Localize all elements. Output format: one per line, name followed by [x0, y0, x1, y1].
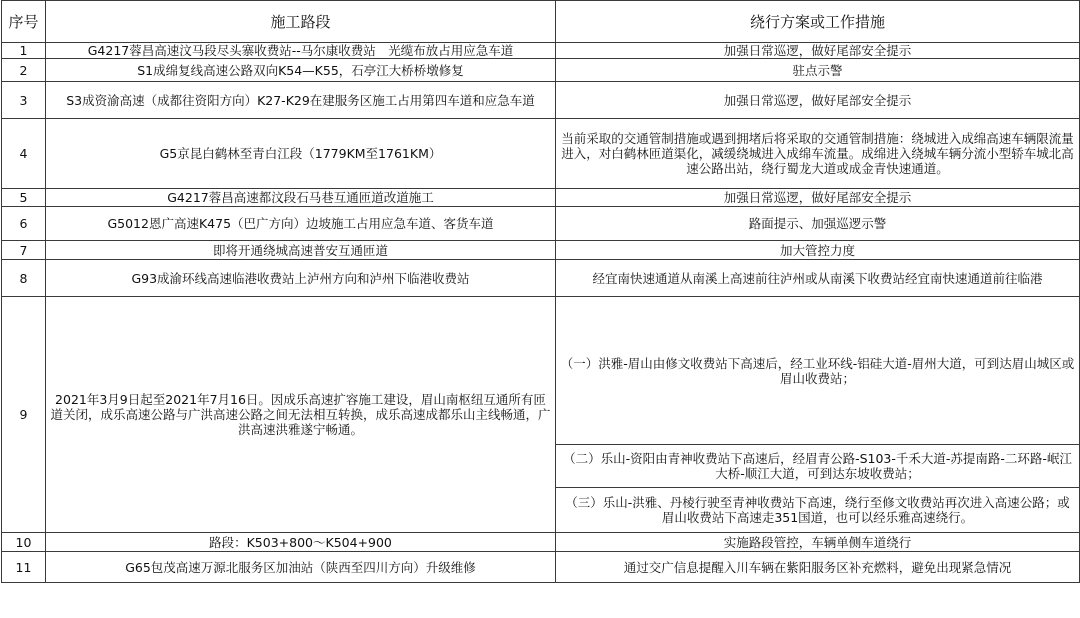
- table-row: [2, 119, 1080, 189]
- row-road: S1成绵复线高速公路双向K54—K55，石亭江大桥桥墩修复: [46, 59, 556, 82]
- row-no: 4: [2, 119, 46, 189]
- row-plan: 加大管控力度: [556, 241, 1080, 260]
- row-road: G5京昆白鹤林至青白江段（1779KM至1761KM）: [46, 119, 556, 189]
- table-row: [2, 260, 1080, 297]
- row-road: G4217蓉昌高速汶马段尽头寨收费站--马尔康收费站 光缆布放占用应急车道: [46, 43, 556, 59]
- table-row: [2, 82, 1080, 119]
- table-row: [2, 533, 1080, 552]
- row-plan: 经宜南快速通道从南溪上高速前往泸州或从南溪下收费站经宜南快速通道前往临港: [556, 260, 1080, 297]
- row-no: 2: [2, 59, 46, 82]
- row-plan: 当前采取的交通管制措施或遇到拥堵后将采取的交通管制措施：绕城进入成绵高速车辆限流量进入，对白鹤林匝道渠化，减缓绕城进入成绵车流量。成绵进入绕城车辆分流小型轿车城北高速公路出站，绕行蜀龙大道或成金青快速通道。: [556, 119, 1080, 189]
- row-road: 即将开通绕城高速普安互通匝道: [46, 241, 556, 260]
- row-no: 9: [2, 297, 46, 533]
- row-no: 1: [2, 43, 46, 59]
- header-road: 施工路段: [46, 1, 556, 43]
- row-plan: 加强日常巡逻，做好尾部安全提示: [556, 82, 1080, 119]
- row-no: 5: [2, 189, 46, 207]
- table-row: [2, 241, 1080, 260]
- row-road: G93成渝环线高速临港收费站上泸州方向和泸州下临港收费站: [46, 260, 556, 297]
- table-row: [2, 552, 1080, 583]
- row-no: 7: [2, 241, 46, 260]
- table-header-row: [2, 1, 1080, 43]
- row-road: G4217蓉昌高速都汶段石马巷互通匝道改道施工: [46, 189, 556, 207]
- row-plan: （三）乐山-洪雅、丹棱行驶至青神收费站下高速，绕行至修文收费站再次进入高速公路；或眉山收费站下高速走351国道，也可以经乐雅高速绕行。: [556, 488, 1080, 533]
- row-plan: （一）洪雅-眉山由修文收费站下高速后，经工业环线-铝硅大道-眉州大道，可到达眉山城区或眉山收费站；: [556, 297, 1080, 445]
- row-road: G5012恩广高速K475（巴广方向）边坡施工占用应急车道、客货车道: [46, 207, 556, 241]
- table-row: [2, 297, 1080, 445]
- row-road: 路段：K503+800～K504+900: [46, 533, 556, 552]
- row-no: 6: [2, 207, 46, 241]
- row-no: 8: [2, 260, 46, 297]
- row-no: 3: [2, 82, 46, 119]
- row-plan: 驻点示警: [556, 59, 1080, 82]
- row-plan: 通过交广信息提醒入川车辆在紫阳服务区补充燃料，避免出现紧急情况: [556, 552, 1080, 583]
- construction-table: [1, 0, 1080, 583]
- row-plan: 加强日常巡逻，做好尾部安全提示: [556, 43, 1080, 59]
- table-row: [2, 207, 1080, 241]
- row-plan: 加强日常巡逻，做好尾部安全提示: [556, 189, 1080, 207]
- table-row: [2, 59, 1080, 82]
- row-plan: （二）乐山-资阳由青神收费站下高速后，经眉青公路-S103-千禾大道-苏提南路-二环路-岷江大桥-顺江大道，可到达东坡收费站；: [556, 445, 1080, 488]
- row-road: S3成资渝高速（成都往资阳方向）K27-K29在建服务区施工占用第四车道和应急车道: [46, 82, 556, 119]
- header-plan: 绕行方案或工作措施: [556, 1, 1080, 43]
- table-row: [2, 43, 1080, 59]
- row-plan: 实施路段管控，车辆单侧车道绕行: [556, 533, 1080, 552]
- row-road: 2021年3月9日起至2021年7月16日。因成乐高速扩容施工建设，眉山南枢纽互通所有匝道关闭，成乐高速公路与广洪高速公路之间无法相互转换，成乐高速成都乐山主线畅通，广洪高速洪雅遂宁畅通。: [46, 297, 556, 533]
- row-plan: 路面提示、加强巡逻示警: [556, 207, 1080, 241]
- header-no: 序号: [2, 1, 46, 43]
- row-no: 11: [2, 552, 46, 583]
- row-road: G65包茂高速万源北服务区加油站（陕西至四川方向）升级维修: [46, 552, 556, 583]
- row-no: 10: [2, 533, 46, 552]
- table-row: [2, 189, 1080, 207]
